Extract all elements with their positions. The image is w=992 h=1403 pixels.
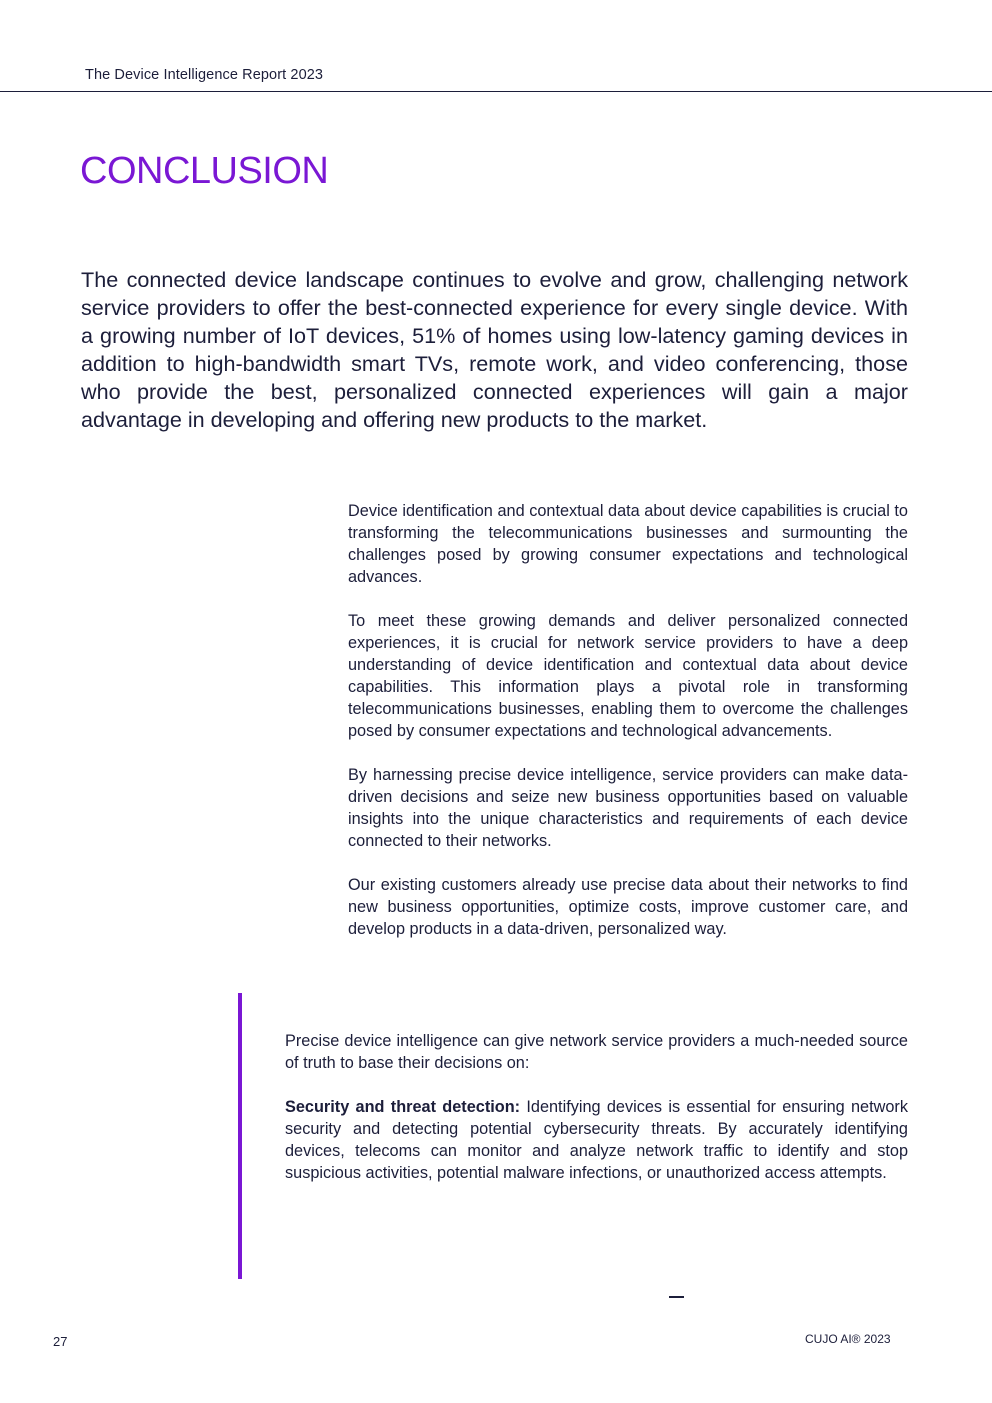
report-title: The Device Intelligence Report 2023 — [85, 67, 324, 83]
callout-item-label: Security and threat detection: — [285, 1098, 521, 1116]
page-title: CONCLUSION — [80, 150, 329, 192]
body-paragraph: To meet these growing demands and deliver personalized connected experiences, it is crucial for network service providers to have a deep understanding of device identification and contextual data about device capabilities. This information plays a pivotal role in transforming telecommunications businesses, enabling them to overcome the challenges posed by consumer expectations and technological advancements. — [348, 612, 908, 740]
callout-accent-bar — [238, 993, 242, 1279]
lead-paragraph: The connected device landscape continues to evolve and grow, challenging network service providers to offer the best-connected experience for every single device. With a growing number of IoT devices, 51% of homes using low-latency gaming devices in addition to high-bandwidth smart TVs, remote work, and video conferencing, those who provide the best, personalized connected experiences will gain a major advantage in developing and offering new products to the market. — [81, 267, 908, 432]
callout-item — [285, 1096, 908, 1184]
callout-item-text: Identifying devices is essential for ensuring network security and detecting potential cybersecurity threats. By accurately identifying devices, telecoms can monitor and analyze network traffic to identify and stop suspicious activities, potential malware infections, or unauthorized access attempts. — [285, 1098, 908, 1182]
body-column — [348, 500, 908, 962]
body-paragraph: Our existing customers already use precise data about their networks to find new business opportunities, optimize costs, improve customer care, and develop products in a data-driven, personalized way. — [348, 876, 908, 938]
body-paragraph: Device identification and contextual data about device capabilities is crucial to transforming the telecommunications businesses and surmounting the challenges posed by growing consumer expectations and technological advances. — [348, 502, 908, 586]
callout-box — [285, 1030, 908, 1206]
callout-intro: Precise device intelligence can give network service providers a much-needed source of truth to base their decisions on: — [285, 1032, 908, 1072]
body-paragraph: By harnessing precise device intelligence, service providers can make data-driven decisions and seize new business opportunities based on valuable insights into the unique characteristics and requirements of each device connected to their networks. — [348, 766, 908, 850]
page-number: 27 — [53, 1334, 68, 1349]
dash-divider — [669, 1296, 684, 1298]
footer-brand: CUJO AI® 2023 — [805, 1332, 891, 1346]
header-divider — [0, 91, 992, 92]
